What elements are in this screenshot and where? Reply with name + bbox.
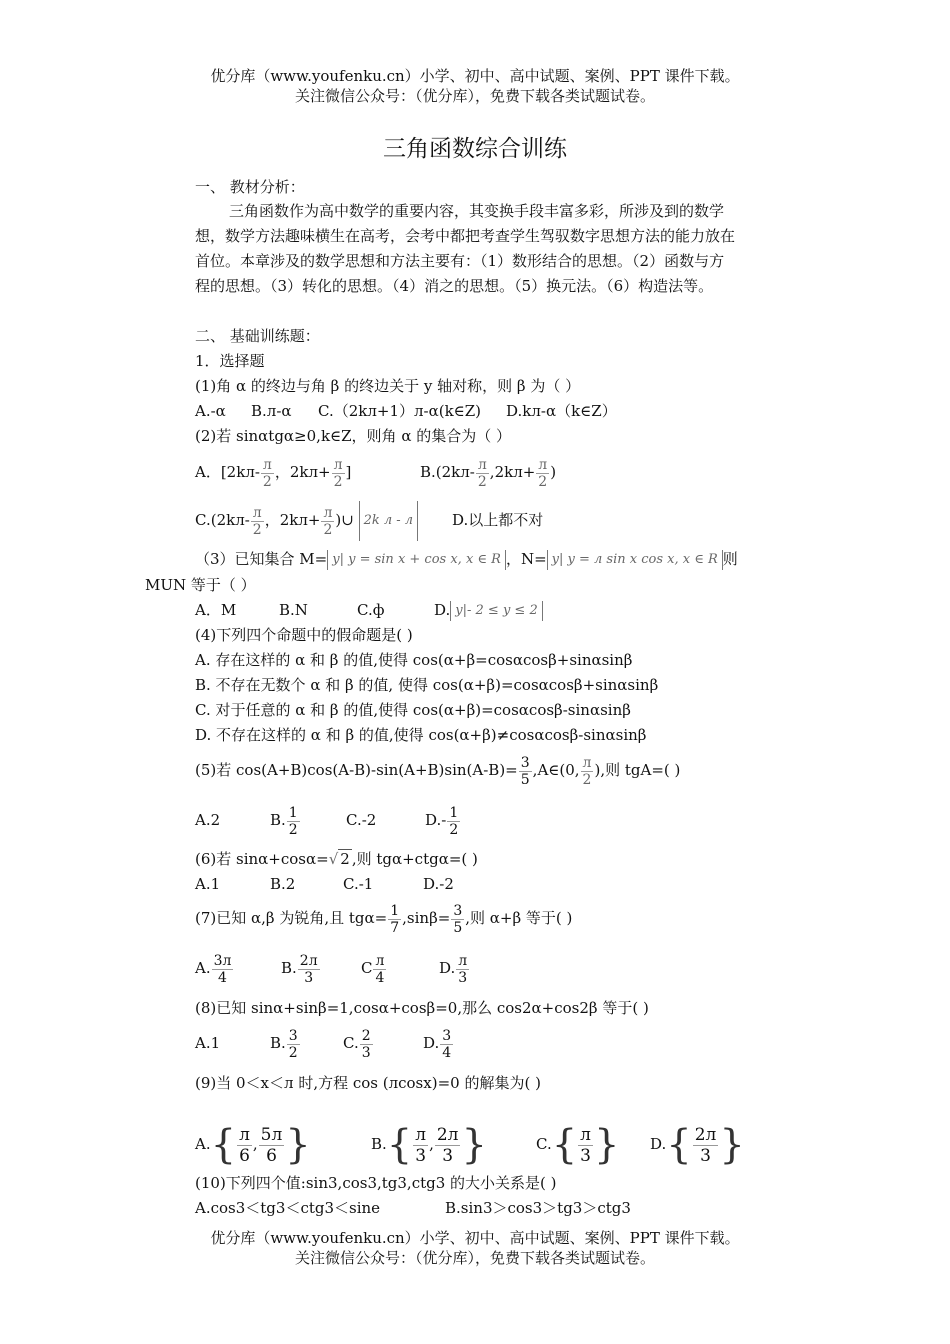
set-expression: 2k л - л bbox=[359, 501, 419, 541]
question-9-stem: (9)当 0＜x＜л 时,方程 cos (лcosx)=0 的解集为( ) bbox=[195, 1074, 541, 1092]
section-heading-analysis: 一、 教材分析： bbox=[195, 178, 305, 196]
set-m: y| y = sin x + cos x, x ∈ R bbox=[327, 550, 506, 570]
option: A.-α bbox=[195, 402, 226, 420]
option: A．M bbox=[195, 601, 237, 619]
option: A.cos3＜tg3＜ctg3＜sine bbox=[195, 1199, 381, 1217]
page-title: 三角函数综合训练 bbox=[383, 136, 567, 162]
question-6-stem: (6)若 sinα+cosα=√ 2 ,则 tgα+ctgα=( ) bbox=[195, 850, 478, 868]
question-3-stem: （3）已知集合 M= y| y = sin x + cos x, x ∈ R ，N= y| y = л sin x cos x, x ∈ R 则 bbox=[195, 550, 738, 568]
footer-line-2: 关注微信公众号：（优分库），免费下载各类试题试卷。 bbox=[294, 1249, 655, 1267]
question-4-stem: (4)下列四个命题中的假命题是( ) bbox=[195, 626, 413, 644]
option-c: C.(2kл- $\frac{л}{2}$ ，2kл+ $\frac{л}{2}$ )∪ 2k л - л bbox=[195, 500, 418, 541]
paragraph-line: 首位。本章涉及的数学思想和方法主要有：（1）数形结合的思想。（2）函数与方 bbox=[195, 252, 725, 270]
option-d: D. y|- 2 ≤ y ≤ 2 bbox=[434, 600, 543, 621]
option: A.{ $\frac{л}{6}$ , $\frac{5л}{6}$ } bbox=[195, 1122, 311, 1168]
paragraph-line: 三角函数作为高中数学的重要内容，其变换手段丰富多彩，所涉及到的数学 bbox=[229, 202, 725, 220]
option: D. $\frac{л}{3}$ bbox=[439, 952, 468, 986]
question-3-stem-line-2: MUN 等于（ ） bbox=[145, 576, 256, 594]
option: B.{ $\frac{л}{3}$ , $\frac{2л}{3}$ } bbox=[371, 1122, 487, 1168]
option: B.2 bbox=[270, 875, 296, 893]
option: B.л-α bbox=[251, 402, 292, 420]
footer-line-1: 优分库（www.youfenku.cn）小学、初中、高中试题、案例、PPT 课件下载。 bbox=[210, 1229, 740, 1247]
question-8-stem: (8)已知 sinα+sinβ=1,cosα+cosβ=0,那么 cos2α+cos2β 等于( ) bbox=[195, 999, 649, 1017]
option: D.-2 bbox=[423, 875, 454, 893]
question-1-stem: (1)角 α 的终边与角 β 的终边关于 y 轴对称，则 β 为（ ） bbox=[195, 377, 581, 395]
option: B.sin3＞cos3＞tg3＞ctg3 bbox=[445, 1199, 631, 1217]
section-heading-basic: 二、 基础训练题： bbox=[195, 327, 320, 345]
option: C.ф bbox=[357, 601, 385, 619]
option: C. $\frac{2}{3}$ bbox=[343, 1027, 371, 1061]
option-b: B.(2kл- $\frac{л}{2}$ ,2kл+ $\frac{л}{2}$ ) bbox=[420, 456, 557, 490]
option: C.{ $\frac{л}{3}$ } bbox=[536, 1122, 620, 1168]
question-5-stem: (5)若 cos(A+B)cos(A-B)-sin(A+B)sin(A-B)= $\frac{3}{5}$ ,A∈(0, $\frac{л}{2}$ ),则 tgA=( ) bbox=[195, 754, 681, 788]
option: D.kл-α（k∈Z） bbox=[506, 402, 617, 420]
set-n: y| y = л sin x cos x, x ∈ R bbox=[547, 550, 723, 570]
option: B. 不存在无数个 α 和 β 的值, 使得 cos(α+β)=cosαcosβ+sinαsinβ bbox=[195, 676, 659, 694]
option: D.- $\frac{1}{2}$ bbox=[425, 804, 459, 838]
header-line-1: 优分库（www.youfenku.cn）小学、初中、高中试题、案例、PPT 课件下载。 bbox=[210, 67, 740, 85]
option: B. $\frac{1}{2}$ bbox=[270, 804, 298, 838]
question-7-stem: (7)已知 α,β 为锐角,且 tgα= $\frac{1}{7}$ ,sinβ= $\frac{3}{5}$ ,则 α+β 等于( ) bbox=[195, 902, 573, 936]
header-line-2: 关注微信公众号：（优分库），免费下载各类试题试卷。 bbox=[294, 87, 655, 105]
option-a: A．[2kл- $\frac{л}{2}$ ，2kл+ $\frac{л}{2}$ ] bbox=[195, 456, 352, 490]
option-d: D.以上都不对 bbox=[452, 511, 544, 529]
option: C. 对于任意的 α 和 β 的值,使得 cos(α+β)=cosαcosβ-sinαsinβ bbox=[195, 701, 631, 719]
option: C.（2kл+1）л-α(k∈Z) bbox=[318, 402, 482, 420]
paragraph-line: 想，数学方法趣味横生在高考，会考中都把考查学生驾驭数字思想方法的能力放在 bbox=[195, 227, 736, 245]
option: B.N bbox=[279, 601, 308, 619]
option: A. $\frac{3л}{4}$ bbox=[195, 952, 232, 986]
option: D. 不存在这样的 α 和 β 的值,使得 cos(α+β)≠cosαcosβ-sinαsinβ bbox=[195, 726, 647, 744]
option: D. $\frac{3}{4}$ bbox=[423, 1027, 452, 1061]
option: B. $\frac{2л}{3}$ bbox=[281, 952, 318, 986]
option: A.2 bbox=[195, 811, 221, 829]
question-10-stem: (10)下列四个值:sin3,cos3,tg3,ctg3 的大小关系是( ) bbox=[195, 1174, 557, 1192]
subsection-choice: 1．选择题 bbox=[195, 352, 265, 370]
option: C.-1 bbox=[343, 875, 374, 893]
option: D.{ $\frac{2л}{3}$ } bbox=[650, 1122, 745, 1168]
paragraph-line: 程的思想。（3）转化的思想。（4）消之的思想。（5）换元法。（6）构造法等。 bbox=[195, 277, 714, 295]
option: A.1 bbox=[195, 1034, 221, 1052]
option: A. 存在这样的 α 和 β 的值,使得 cos(α+β=cosαcosβ+sinαsinβ bbox=[195, 651, 633, 669]
question-2-stem: (2)若 sinαtgα≥0,k∈Z，则角 α 的集合为（ ） bbox=[195, 427, 511, 445]
option: C $\frac{л}{4}$ bbox=[361, 952, 385, 986]
set-expression: y|- 2 ≤ y ≤ 2 bbox=[450, 601, 542, 621]
option: C.-2 bbox=[346, 811, 377, 829]
option: B. $\frac{3}{2}$ bbox=[270, 1027, 298, 1061]
option: A.1 bbox=[195, 875, 221, 893]
